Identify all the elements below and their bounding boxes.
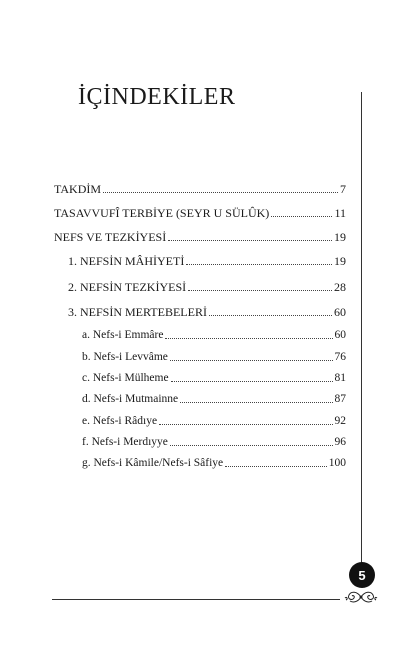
toc-entry-page: 87 <box>334 393 346 405</box>
toc-entry-page: 60 <box>334 305 346 319</box>
dot-leader <box>209 315 332 316</box>
page-title: İÇİNDEKİLER <box>78 84 236 110</box>
page-number: 5 <box>358 567 366 583</box>
toc-entry-label: e. Nefs-i Râdıye <box>82 415 158 427</box>
toc-entry[interactable] <box>54 276 346 294</box>
page-number-badge <box>349 562 375 588</box>
toc-entry-page: 100 <box>328 457 346 469</box>
toc-entry-label: c. Nefs-i Mülheme <box>82 372 169 384</box>
dot-leader <box>168 240 332 241</box>
toc-entry-page: 76 <box>334 351 346 363</box>
toc-entry[interactable] <box>54 346 346 364</box>
dot-leader <box>180 402 332 403</box>
toc-entry-label: NEFS VE TEZKİYESİ <box>54 230 167 244</box>
toc-entry-label: b. Nefs-i Levvâme <box>82 351 168 363</box>
toc-entry-page: 19 <box>334 254 346 268</box>
toc-entry[interactable] <box>54 250 346 268</box>
toc-entry[interactable] <box>54 324 346 342</box>
toc-entry-page: 7 <box>340 182 346 196</box>
dot-leader <box>159 424 332 425</box>
toc-entry[interactable] <box>54 388 346 406</box>
toc-entry[interactable] <box>54 431 346 449</box>
dot-leader <box>225 466 327 467</box>
toc-entry-page: 92 <box>334 415 346 427</box>
dot-leader <box>103 192 338 193</box>
dot-leader <box>165 338 332 339</box>
toc-entry[interactable] <box>54 452 346 470</box>
dot-leader <box>188 290 332 291</box>
dot-leader <box>170 360 333 361</box>
toc-entry-label: d. Nefs-i Mutmainne <box>82 393 179 405</box>
toc-entry[interactable] <box>54 410 346 428</box>
toc-entry-label: a. Nefs-i Emmâre <box>82 329 164 341</box>
footer-rule <box>52 599 340 600</box>
toc-entry[interactable] <box>54 202 346 220</box>
toc-entry[interactable] <box>54 226 346 244</box>
toc-entry[interactable] <box>54 178 346 196</box>
toc-entry-page: 96 <box>334 436 346 448</box>
toc-entry-label: TASAVVUFÎ TERBİYE (SEYR U SÜLÛK) <box>54 206 270 220</box>
toc-entry-page: 60 <box>334 329 346 341</box>
toc-entry-label: f. Nefs-i Merdıyye <box>82 436 168 448</box>
toc-entry[interactable] <box>54 301 346 319</box>
vertical-rule <box>361 92 362 566</box>
toc-entry-page: 11 <box>334 206 346 220</box>
toc-entry-label: TAKDİM <box>54 182 102 196</box>
scroll-ornament-icon <box>342 589 380 605</box>
dot-leader <box>186 264 332 265</box>
toc-entry-label: 2. NEFSİN TEZKİYESİ <box>68 280 187 294</box>
dot-leader <box>170 445 333 446</box>
toc-entry-label: g. Nefs-i Kâmile/Nefs-i Sâfiye <box>82 457 224 469</box>
dot-leader <box>171 381 333 382</box>
toc-entry-page: 81 <box>334 372 346 384</box>
toc-entry-page: 28 <box>334 280 346 294</box>
toc-entry-label: 1. NEFSİN MÂHİYETİ <box>68 254 185 268</box>
toc-entry-page: 19 <box>334 230 346 244</box>
toc-entry[interactable] <box>54 367 346 385</box>
toc-entry-label: 3. NEFSİN MERTEBELERİ <box>68 305 207 319</box>
dot-leader <box>271 216 332 217</box>
